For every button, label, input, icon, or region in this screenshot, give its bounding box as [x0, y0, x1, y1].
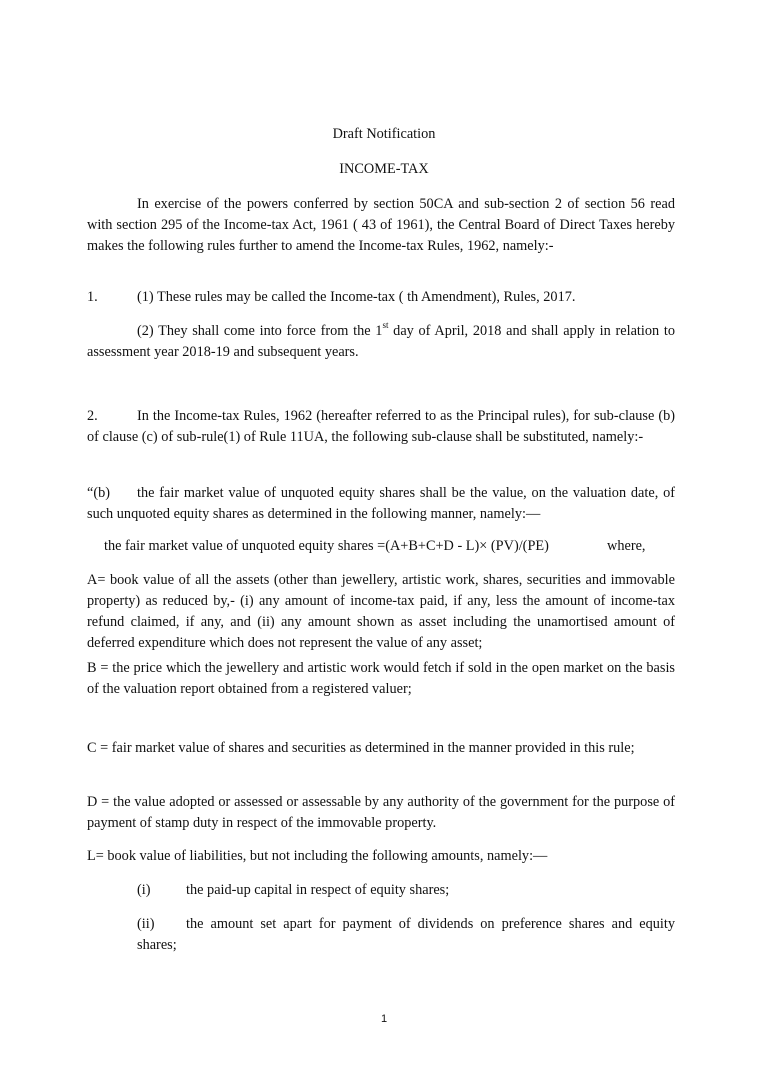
page-number: 1: [380, 1013, 388, 1025]
document-subtitle: INCOME-TAX: [339, 161, 429, 177]
item-2-text: In the Income-tax Rules, 1962 (hereafter referred to as the Principal rules), for sub-clause (b) of clause (c) of sub-rule(1) of Rule 11UA, the following sub-clause shall be substituted, namely:-: [87, 408, 675, 445]
sub-item-ii-text: the amount set apart for payment of dividends on preference shares and equity shares;: [137, 916, 675, 953]
clause-b-text: the fair market value of unquoted equity shares shall be the value, on the valuation date, of such unquoted equity shares as determined in the following manner, namely:—: [87, 485, 675, 522]
item-1-2-text-start: (2) They shall come into force from the 1: [137, 323, 383, 339]
clause-b-paragraph: [87, 483, 675, 525]
sub-item-ii-paragraph: [137, 914, 675, 956]
definition-b: B = the price which the jewellery and artistic work would fetch if sold in the open market on the basis of the valuation report obtained from a registered valuer;: [87, 660, 675, 697]
item-1-2-superscript: st: [382, 320, 389, 331]
item-2-paragraph: [87, 406, 675, 448]
clause-b-label: “(b): [87, 485, 111, 501]
item-2-number: 2.: [87, 408, 98, 424]
item-1-2-text-end: day of April, 2018 and shall apply in relation to assessment year 2018-19 and subsequent years.: [87, 323, 675, 360]
definition-l: L= book value of liabilities, but not including the following amounts, namely:—: [87, 848, 548, 864]
sub-item-ii-label: (ii): [137, 916, 155, 932]
item-1-number: 1.: [87, 289, 98, 305]
sub-item-i-label: (i): [137, 882, 151, 898]
formula-where: where,: [607, 538, 646, 554]
intro-paragraph: In exercise of the powers conferred by section 50CA and sub-section 2 of section 56 read with section 295 of the Income-tax Act, 1961 ( 43 of 1961), the Central Board of Direct Taxes hereby makes the following rules further to amend the Income-tax Rules, 1962, namely:-: [87, 196, 675, 254]
item-1-text: (1) These rules may be called the Income-tax ( th Amendment), Rules, 2017.: [137, 289, 576, 305]
definition-a: A= book value of all the assets (other than jewellery, artistic work, shares, securities and immovable property) as reduced by,- (i) any amount of income-tax paid, if any, less the amount of income-tax refund claimed, if any, and (ii) any amount shown as asset including the unamortised amount of deferred expenditure which does not represent the value of any asset;: [87, 572, 675, 651]
formula-text: the fair market value of unquoted equity shares =(A+B+C+D - L)× (PV)/(PE): [104, 538, 549, 554]
definition-d: D = the value adopted or assessed or assessable by any authority of the government for the purpose of payment of stamp duty in respect of the immovable property.: [87, 794, 675, 831]
sub-item-i-text: the paid-up capital in respect of equity shares;: [186, 882, 450, 898]
document-title: Draft Notification: [332, 126, 436, 142]
item-1-2-paragraph: [87, 321, 675, 363]
definition-c: C = fair market value of shares and securities as determined in the manner provided in this rule;: [87, 740, 635, 756]
